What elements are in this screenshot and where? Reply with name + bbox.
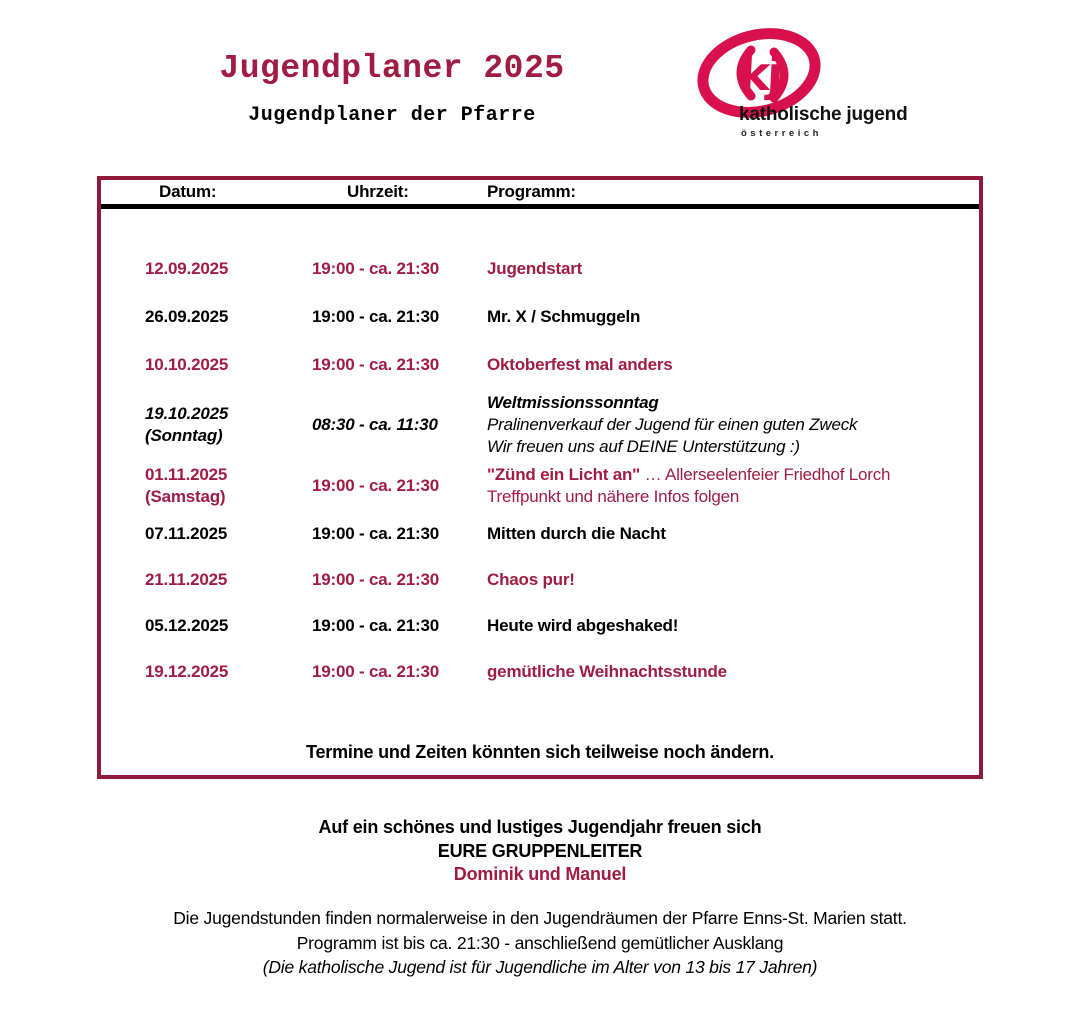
kj-monogram: kj [737, 47, 782, 102]
table-row [101, 245, 979, 293]
table-row [101, 389, 979, 461]
table-body [101, 209, 979, 695]
table-row [101, 293, 979, 341]
date-cell: 12.09.2025 [145, 259, 229, 278]
logo-org-name: katholische jugend [739, 104, 908, 125]
time-cell: 08:30 - ca. 11:30 [312, 415, 438, 434]
table-header-row [101, 180, 979, 209]
info-line: Programm ist bis ca. 21:30 - anschließend gemütlicher Ausklang [296, 932, 784, 953]
info-line: Die Jugendstunden finden normalerweise in den Jugendräumen der Pfarre Enns-St. Marien statt. [173, 908, 907, 928]
program-cell: gemütliche Weihnachtsstunde [487, 662, 727, 681]
closing-line: Auf ein schönes und lustiges Jugendjahr freuen sich [318, 817, 762, 837]
time-cell: 19:00 - ca. 21:30 [312, 616, 440, 635]
header-time: Uhrzeit: [347, 182, 409, 201]
date-cell: 07.11.2025 [145, 524, 228, 543]
time-cell: 19:00 - ca. 21:30 [312, 355, 440, 374]
date-cell: 19.10.2025 (Sonntag) [145, 404, 229, 445]
time-cell: 19:00 - ca. 21:30 [312, 662, 440, 681]
time-cell: 19:00 - ca. 21:30 [312, 307, 440, 326]
time-cell: 19:00 - ca. 21:30 [312, 259, 440, 278]
table-row [101, 557, 979, 603]
page-title: Jugendplaner 2025 [219, 50, 565, 87]
closing-line: EURE GRUPPENLEITER [437, 840, 643, 861]
info-line: (Die katholische Jugend ist für Jugendliche im Alter von 13 bis 17 Jahren) [262, 957, 818, 977]
header-program: Programm: [487, 182, 576, 201]
logo-org-region: österreich [741, 128, 822, 139]
program-cell: Chaos pur! [487, 570, 575, 589]
group-leaders-names: Dominik und Manuel [453, 864, 627, 884]
time-cell: 19:00 - ca. 21:30 [312, 524, 440, 543]
time-cell: 19:00 - ca. 21:30 [312, 476, 440, 495]
date-cell: 26.09.2025 [145, 307, 229, 326]
table-row [101, 511, 979, 557]
date-cell: 10.10.2025 [145, 355, 229, 374]
program-cell: Weltmissionssonntag Pralinenverkauf der Jugend für einen guten Zweck Wir freuen uns auf DEINE Unterstützung :) [487, 393, 858, 456]
time-cell: 19:00 - ca. 21:30 [312, 570, 440, 589]
info-block [0, 906, 1080, 980]
table-row [101, 649, 979, 695]
program-cell: Jugendstart [487, 259, 583, 278]
program-cell: "Zünd ein Licht an" … Allerseelenfeier Friedhof Lorch Treffpunkt und nähere Infos folgen [487, 465, 891, 506]
date-cell: 21.11.2025 [145, 570, 228, 589]
program-cell: Mitten durch die Nacht [487, 524, 666, 543]
header-date: Datum: [159, 182, 217, 201]
schedule-disclaimer: Termine und Zeiten könnten sich teilweise noch ändern. [306, 742, 774, 762]
table-row [101, 341, 979, 389]
planner-table [97, 176, 983, 779]
closing-block [0, 816, 1080, 887]
program-cell: Oktoberfest mal anders [487, 355, 673, 374]
page-subtitle: Jugendplaner der Pfarre [248, 104, 536, 127]
kj-logo [695, 24, 925, 149]
date-cell: 01.11.2025 (Samstag) [145, 465, 228, 506]
program-cell: Heute wird abgeshaked! [487, 616, 679, 635]
table-row [101, 603, 979, 649]
date-cell: 05.12.2025 [145, 616, 229, 635]
table-row [101, 461, 979, 511]
program-cell: Mr. X / Schmuggeln [487, 307, 641, 326]
date-cell: 19.12.2025 [145, 662, 229, 681]
